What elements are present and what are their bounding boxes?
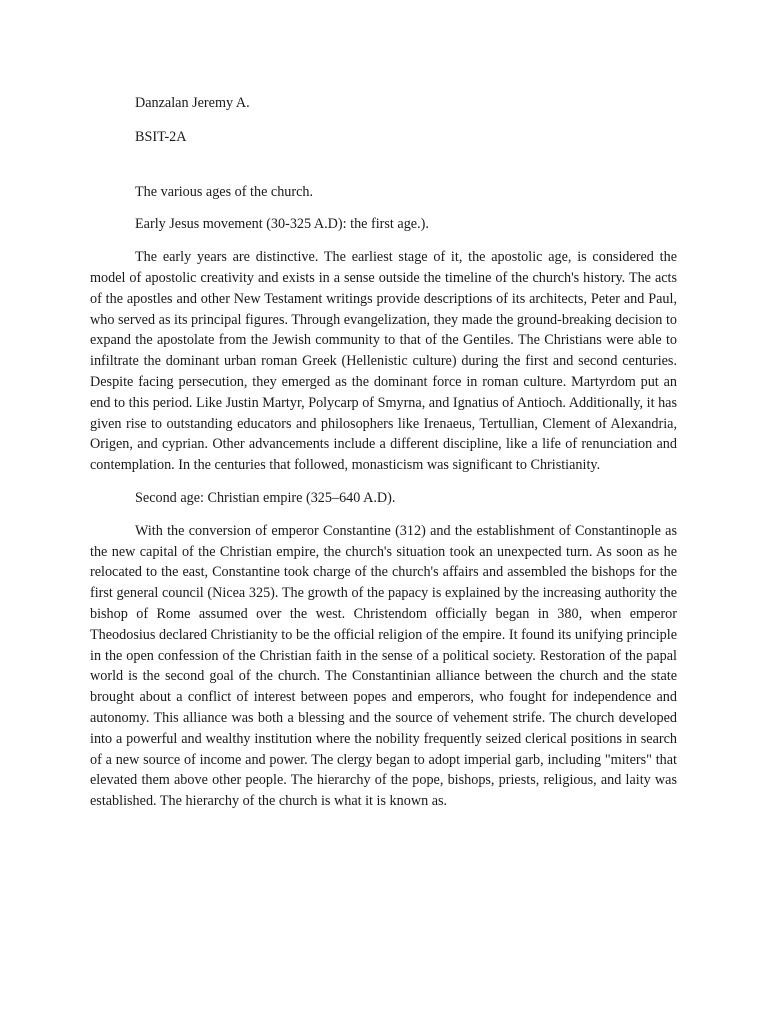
second-age-paragraph: With the conversion of emperor Constantine (312) and the establishment of Constantinople as the new capital of the Christian empire, the church's situation took an unexpected turn. As soon as he relocated to the east, Constantine took charge of the church's affairs and assembled the bishops for the first general council (Nicea 325). The growth of the papacy is explained by the increasing authority the bishop of Rome assumed over the west. Christendom officially began in 380, when emperor Theodosius declared Christianity to be the official religion of the empire. It found its unifying principle in the open confession of the Christian faith in the sense of a political society. Restoration of the papal world is the second goal of the church. The Constantinian alliance between the church and the state brought about a conflict of interest between popes and emperors, who fought for independence and autonomy. This alliance was both a blessing and the source of vehement strife. The church developed into a powerful and wealthy institution where the nobility frequently seized clerical positions in search of a new source of income and power. The clergy began to adopt imperial garb, including "miters" that elevated them above other people. The hierarchy of the pope, bishops, priests, religious, and laity was established. The hierarchy of the church is what it is known as.: [90, 522, 677, 810]
first-age-heading: Early Jesus movement (30-325 A.D): the first age.).: [135, 216, 429, 233]
class-section: BSIT-2A: [135, 128, 187, 145]
author-name: Danzalan Jeremy A.: [135, 95, 250, 111]
second-age-heading: Second age: Christian empire (325–640 A.D).: [135, 489, 396, 506]
document-page: [90, 93, 677, 812]
first-age-paragraph: The early years are distinctive. The earliest stage of it, the apostolic age, is considered the model of apostolic creativity and exists in a sense outside the timeline of the church's history. The acts of the apostles and other New Testament writings provide descriptions of its architects, Peter and Paul, who served as its principal figures. Through evangelization, they made the ground-breaking decision to expand the apostolate from the Jewish community to that of the Gentiles. The Christians were able to infiltrate the dominant urban roman Greek (Hellenistic culture) during the first and second centuries. Despite facing persecution, they emerged as the dominant force in roman culture. Martyrdom put an end to this period. Like Justin Martyr, Polycarp of Smyrna, and Ignatius of Antioch. Additionally, it has given rise to outstanding educators and philosophers like Irenaeus, Tertullian, Clement of Alexandria, Origen, and cyprian. Other advancements include a different discipline, like a life of renunciation and contemplation. In the centuries that followed, monasticism was significant to Christianity.: [90, 249, 677, 474]
document-title: The various ages of the church.: [135, 183, 314, 200]
